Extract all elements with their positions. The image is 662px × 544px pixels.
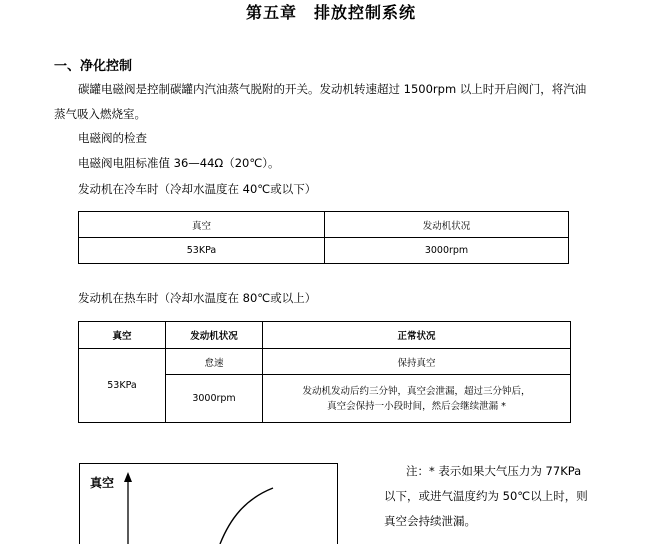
table-header-row: [79, 212, 569, 238]
vacuum-graph: [79, 463, 338, 544]
chapter-title: 第五章 排放控制系统: [245, 3, 416, 22]
intro-line-2: 蒸气吸入燃烧室。: [54, 107, 146, 121]
table-cell-normal-condition: 保持真空: [263, 349, 571, 375]
y-axis-arrow-icon: [124, 472, 132, 482]
cold-engine-heading: 发动机在冷车时（冷却水温度在 40℃或以下）: [78, 182, 317, 196]
table-header-engine-condition: 发动机状况: [325, 212, 569, 238]
intro-line-1: 碳罐电磁阀是控制碳罐内汽油蒸气脱附的开关。发动机转速超过 1500rpm 以上时开启阀门，将汽油: [78, 82, 587, 96]
table-row: [79, 238, 569, 264]
check-heading: 电磁阀的检查: [78, 131, 147, 145]
note-line-1: 注：* 表示如果大气压力为 77KPa: [406, 464, 582, 478]
table-cell-vacuum: 53KPa: [79, 238, 325, 264]
note-line-2: 以下，或进气温度约为 50℃以上时，则: [384, 489, 588, 503]
table-header-engine-condition: 发动机状况: [166, 322, 263, 349]
table-row: [79, 349, 571, 375]
note-line-3: 真空会持续泄漏。: [384, 514, 476, 528]
table-cell-engine-condition: 3000rpm: [325, 238, 569, 264]
vacuum-curve: [220, 488, 273, 544]
table-header-row: [79, 322, 571, 349]
table-cell-vacuum: 53KPa: [79, 349, 166, 423]
section-heading: 一、净化控制: [54, 59, 133, 74]
table-header-vacuum: 真空: [79, 212, 325, 238]
resistance-spec: 电磁阀电阻标准值 36—44Ω（20℃）。: [78, 156, 280, 170]
table-cell-engine-condition: 3000rpm: [166, 375, 263, 423]
graph-axis-label: 真空: [90, 476, 115, 490]
normal-condition-line-2: 真空会保持一小段时间，然后会继续泄漏 *: [327, 400, 506, 412]
table-header-vacuum: 真空: [79, 322, 166, 349]
vacuum-graph-drawing: [80, 464, 337, 544]
hot-engine-heading: 发动机在热车时（冷却水温度在 80℃或以上）: [78, 291, 317, 305]
cold-engine-table: [78, 211, 569, 264]
hot-engine-table: [78, 321, 571, 423]
table-cell-normal-condition: [263, 375, 571, 423]
table-header-normal-condition: 正常状况: [263, 322, 571, 349]
normal-condition-line-1: 发动机发动后约三分钟，真空会泄漏，超过三分钟后，: [302, 385, 531, 397]
table-cell-engine-condition: 怠速: [166, 349, 263, 375]
